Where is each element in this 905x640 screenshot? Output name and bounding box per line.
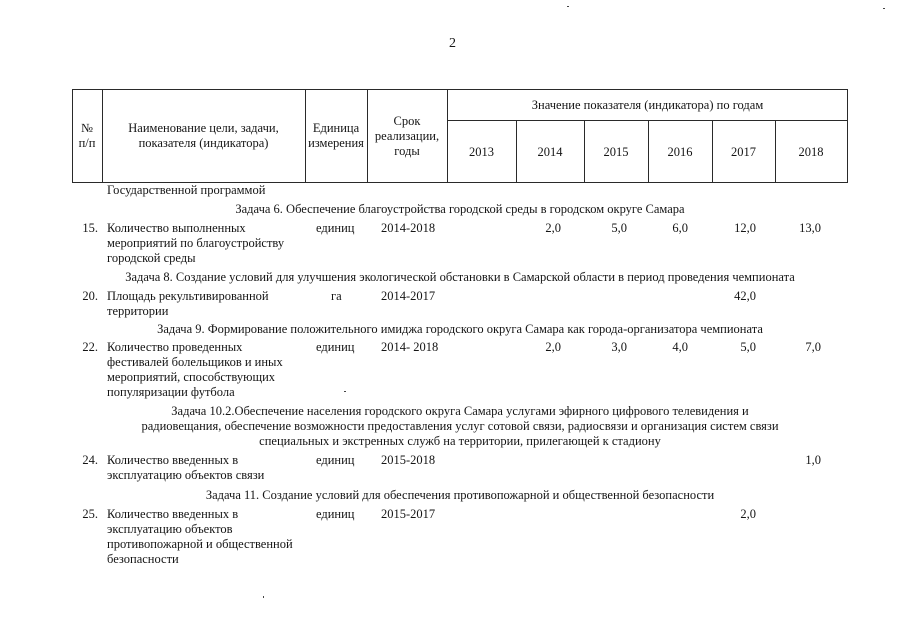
header-term-line2: реализации, (374, 129, 440, 143)
header-year-2015: 2015 (603, 145, 629, 159)
row-unit: единиц (316, 221, 355, 235)
header-term-line1: Срок (393, 114, 421, 128)
header-term-line3: годы (394, 144, 420, 158)
row-value-2015: 3,0 (611, 340, 627, 354)
task-heading: Задача 9. Формирование положительного имиджа городского округа Самара как города-организатора чемпионата (157, 322, 763, 336)
task-heading: Задача 8. Создание условий для улучшения экологической обстановки в Самарской области в период проведения чемпионата (125, 270, 795, 284)
task-heading: Задача 6. Обеспечение благоустройства городской среды в городском округе Самара (235, 202, 685, 216)
header-year-2016: 2016 (667, 145, 693, 159)
task-heading: радиовещания, обеспечение возможности предоставления услуг сотовой связи, радиосвязи и организация систем связи (141, 419, 779, 433)
row-name-line: безопасности (107, 552, 179, 566)
scan-speck (344, 391, 346, 392)
task-heading: специальных и экстренных служб на территории, прилегающей к стадиону (259, 434, 661, 448)
row-value-2017: 12,0 (734, 221, 756, 235)
header-num-line1: № (81, 121, 93, 135)
row-number: 25. (82, 507, 98, 521)
row-value-2018: 1,0 (805, 453, 821, 467)
row-unit: единиц (316, 507, 355, 521)
row-name-line: Количество введенных в (107, 507, 239, 521)
row-number: 15. (82, 221, 98, 235)
row-value-2017: 2,0 (740, 507, 756, 521)
row-unit: единиц (316, 340, 355, 354)
row-value-2017: 42,0 (734, 289, 756, 303)
row-term: 2014-2018 (381, 221, 436, 235)
row-name-line: эксплуатацию объектов связи (107, 468, 265, 482)
page-number: 2 (449, 36, 456, 51)
header-name-line2: показателя (индикатора) (138, 136, 269, 150)
header-year-2018: 2018 (798, 145, 824, 159)
row-number: 20. (82, 289, 98, 303)
row-unit: единиц (316, 453, 355, 467)
row-name-line: Количество выполненных (107, 221, 246, 235)
row-term: 2015-2018 (381, 453, 436, 467)
row-value-2018: 7,0 (805, 340, 821, 354)
row-value-2014: 2,0 (545, 221, 561, 235)
header-values-title: Значение показателя (индикатора) по годам (531, 98, 764, 112)
header-name-line1: Наименование цели, задачи, (128, 121, 279, 135)
row-name-line: мероприятий, способствующих (107, 370, 276, 384)
header-year-2014: 2014 (537, 145, 563, 159)
row-name-line: мероприятий по благоустройству (107, 236, 285, 250)
header-num-line2: п/п (78, 136, 96, 150)
continuation-text: Государственной программой (107, 183, 266, 197)
row-name-line: Количество проведенных (107, 340, 243, 354)
header-year-2017: 2017 (731, 145, 756, 159)
header-year-2013: 2013 (469, 145, 494, 159)
table-border-top (72, 89, 848, 90)
header-unit-line2: измерения (308, 136, 364, 150)
row-name-line: противопожарной и общественной (107, 537, 293, 551)
row-value-2014: 2,0 (545, 340, 561, 354)
row-number: 24. (82, 453, 98, 467)
scan-speck (263, 596, 264, 598)
row-name-line: территории (107, 304, 169, 318)
row-term: 2014-2017 (381, 289, 436, 303)
row-value-2016: 6,0 (672, 221, 688, 235)
row-name-line: эксплуатацию объектов (107, 522, 233, 536)
row-name-line: популяризации футбола (107, 385, 235, 399)
row-name-line: Площадь рекультивированной (107, 289, 269, 303)
task-heading: Задача 10.2.Обеспечение населения городского округа Самара услугами эфирного цифрового телевидения и (171, 404, 749, 418)
row-term: 2014- 2018 (381, 340, 439, 354)
row-value-2016: 4,0 (672, 340, 688, 354)
row-value-2017: 5,0 (740, 340, 756, 354)
row-name-line: Количество введенных в (107, 453, 239, 467)
row-value-2018: 13,0 (799, 221, 821, 235)
row-unit: га (331, 289, 342, 303)
header-unit-line1: Единица (312, 121, 360, 135)
row-name-line: фестивалей болельщиков и иных (107, 355, 283, 369)
scan-speck (883, 8, 885, 9)
task-heading: Задача 11. Создание условий для обеспечения противопожарной и общественной безопасности (205, 488, 715, 502)
row-value-2015: 5,0 (611, 221, 627, 235)
row-number: 22. (82, 340, 98, 354)
row-term: 2015-2017 (381, 507, 436, 521)
row-name-line: городской среды (107, 251, 196, 265)
scan-speck (567, 6, 569, 7)
